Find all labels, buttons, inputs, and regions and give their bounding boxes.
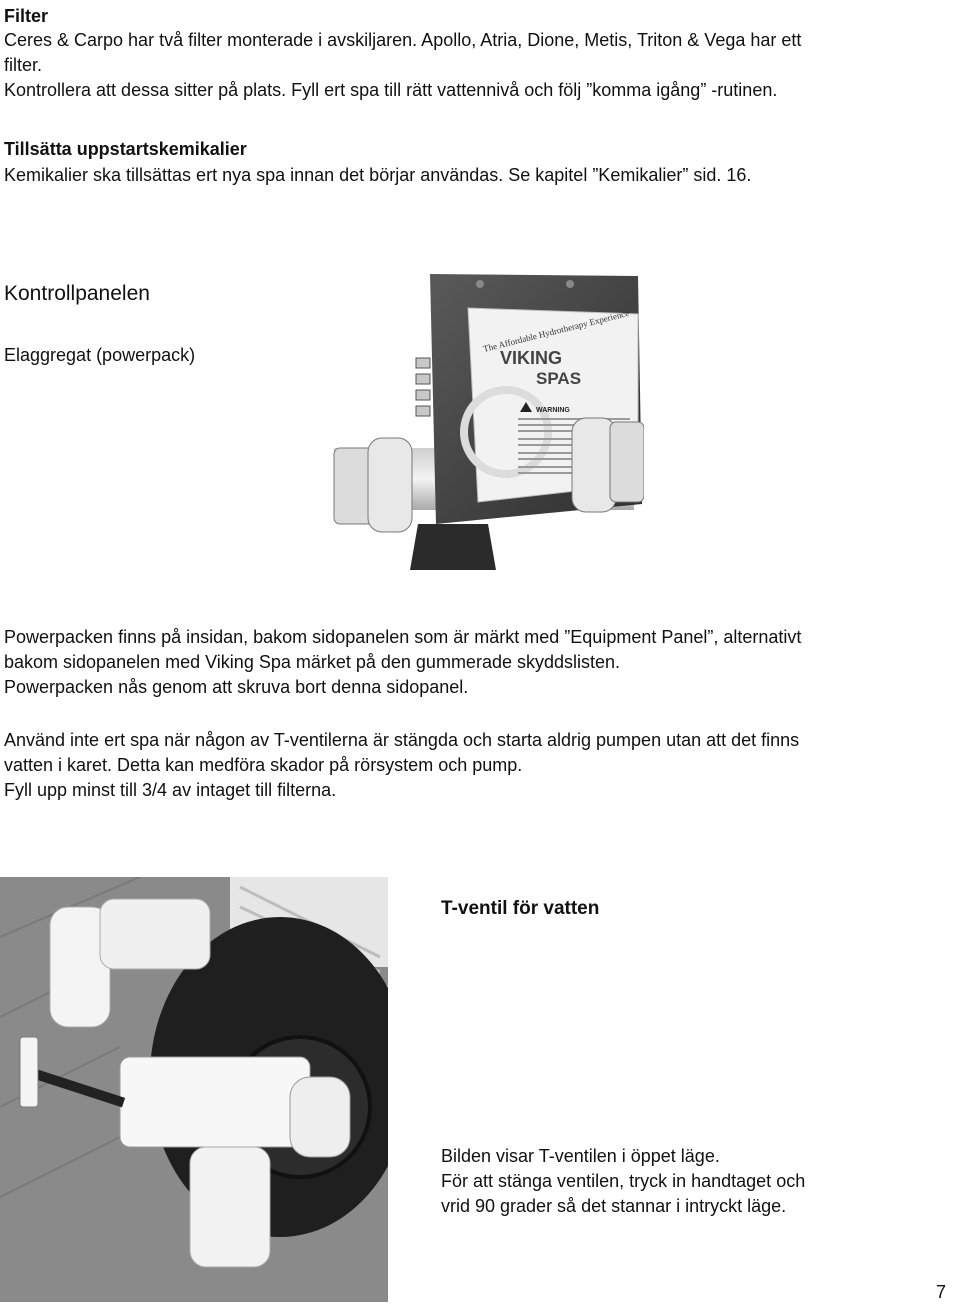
t-valve-caption-line-1: Bilden visar T-ventilen i öppet läge.: [441, 1146, 720, 1166]
chemicals-line-1: Kemikalier ska tillsättas ert nya spa innan det börjar användas. Se kapitel ”Kemikalier” sid. 16.: [4, 165, 752, 185]
control-panel-heading: Kontrollpanelen: [4, 282, 150, 305]
powerpack-warning-label: WARNING: [536, 407, 570, 414]
powerpack-line-3: Powerpacken nås genom att skruva bort denna sidopanel.: [4, 677, 469, 697]
t-valve-body: [120, 1057, 310, 1147]
t-valve-photo: [0, 877, 388, 1302]
powerpack-tagline: The Affordable Hydrotherapy Experience: [482, 307, 631, 354]
pipe-union: [290, 1077, 350, 1157]
powerpack-connectors: [416, 358, 430, 416]
powerpack-brand-line1: VIKING: [500, 348, 563, 368]
powerpack-foot-left: [410, 524, 496, 570]
filter-line-2: filter.: [4, 55, 43, 75]
filter-heading: Filter: [4, 6, 49, 26]
pipe-fitting-left: [368, 438, 412, 532]
pipe-elbow-horizontal: [100, 899, 210, 969]
powerpack-subheading: Elaggregat (powerpack): [4, 345, 196, 365]
screw-icon: [476, 280, 484, 288]
t-valve-caption-line-2: För att stänga ventilen, tryck in handtaget och: [441, 1171, 806, 1191]
powerpack-photo: [320, 262, 644, 580]
screw-icon: [566, 280, 574, 288]
pipe-down: [190, 1147, 270, 1267]
pipe-fitting-right: [572, 418, 616, 512]
powerpack-line-2: bakom sidopanelen med Viking Spa märket på den gummerade skyddslisten.: [4, 652, 621, 672]
t-valve-illustration: [0, 877, 388, 1302]
filter-paragraph: [4, 28, 801, 103]
t-valve-caption: [441, 1144, 805, 1219]
filter-line-3: Kontrollera att dessa sitter på plats. Fyll ert spa till rätt vattennivå och följ ”komma igång” -rutinen.: [4, 80, 778, 100]
powerpack-line-1: Powerpacken finns på insidan, bakom sidopanelen som är märkt med ”Equipment Panel”, alternativt: [4, 627, 802, 647]
valve-handle-grip: [20, 1037, 38, 1107]
powerpack-illustration: [320, 262, 644, 580]
chemicals-heading: Tillsätta uppstartskemikalier: [4, 139, 247, 159]
usage-paragraph: [4, 728, 799, 803]
t-valve-caption-line-3: vrid 90 grader så det stannar i intryckt läge.: [441, 1196, 787, 1216]
filter-line-1: Ceres & Carpo har två filter monterade i avskiljaren. Apollo, Atria, Dione, Metis, Triton & Vega har ett: [4, 30, 802, 50]
usage-line-1: Använd inte ert spa när någon av T-ventilerna är stängda och starta aldrig pumpen utan att det finns: [4, 730, 800, 750]
t-valve-heading: T-ventil för vatten: [441, 898, 600, 919]
powerpack-paragraph: [4, 625, 801, 700]
pipe-union-right: [610, 422, 644, 502]
chemicals-paragraph: [4, 163, 751, 188]
powerpack-brand-line2: SPAS: [536, 369, 582, 388]
usage-line-2: vatten i karet. Detta kan medföra skador på rörsystem och pump.: [4, 755, 523, 775]
page-number: 7: [936, 1282, 947, 1302]
usage-line-3: Fyll upp minst till 3/4 av intaget till filterna.: [4, 780, 337, 800]
